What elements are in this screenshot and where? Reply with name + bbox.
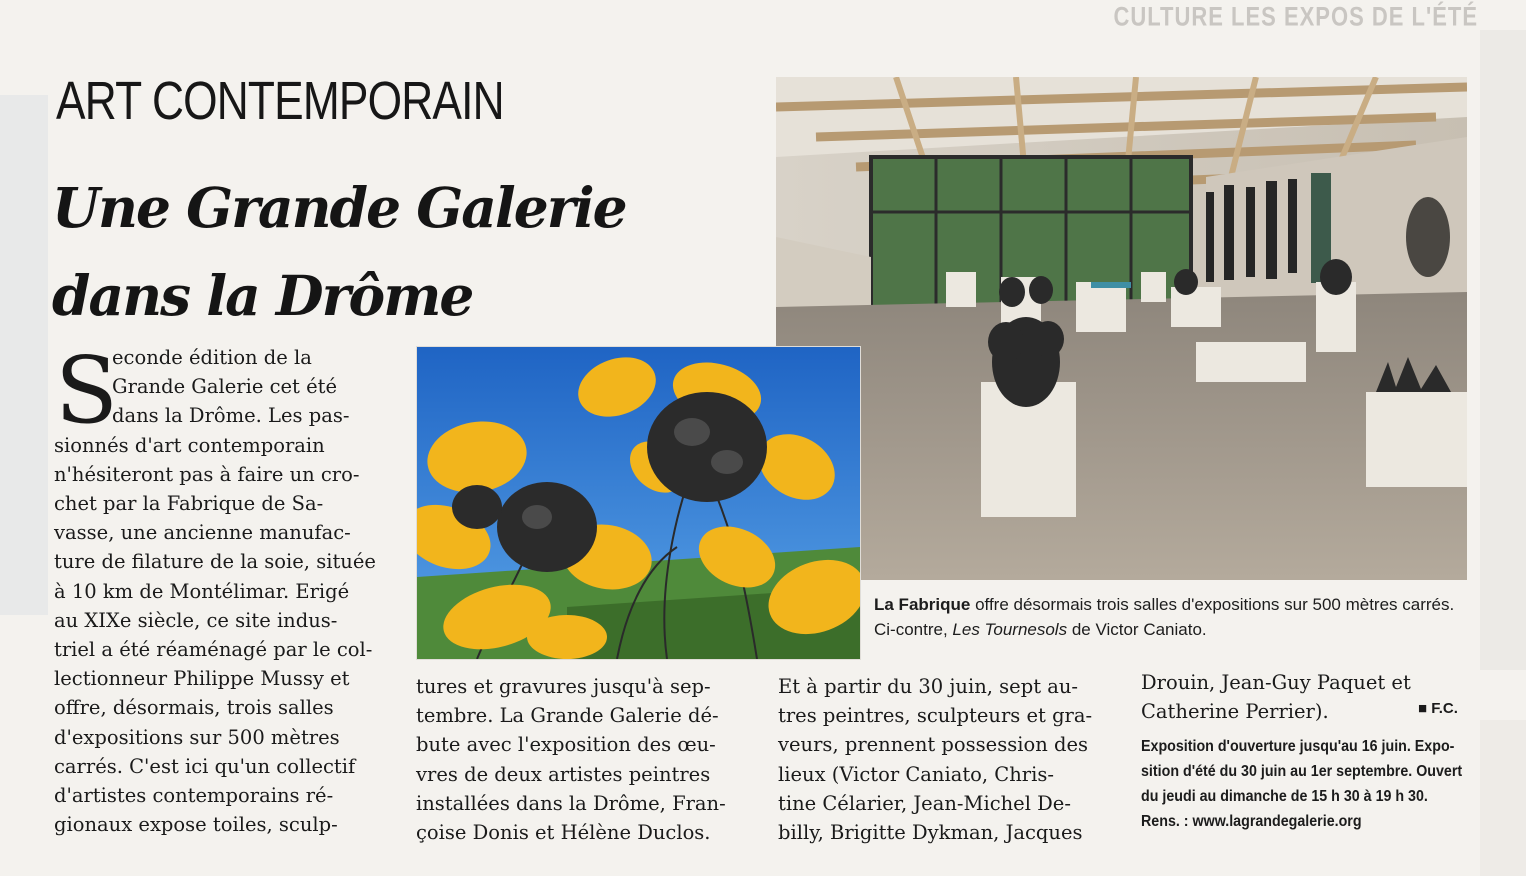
text-line: offre, désormais, trois salles xyxy=(54,696,334,720)
gallery-photo xyxy=(776,77,1467,580)
kicker: ART CONTEMPORAIN xyxy=(56,71,504,131)
bleed-through-left xyxy=(0,95,48,615)
text-line: vasse, une ancienne manufac- xyxy=(54,521,351,545)
text-line: vres de deux artistes peintres xyxy=(416,762,711,786)
text-line: d'expositions sur 500 mètres xyxy=(54,725,340,749)
article-column-4 xyxy=(1141,668,1411,726)
text-line: gionaux expose toiles, sculp- xyxy=(54,813,338,837)
headline xyxy=(52,164,626,340)
text-line: tres peintres, sculpteurs et gra- xyxy=(778,704,1093,728)
caption-text-1: offre désormais trois salles d'expositions sur 500 mètres carrés. Ci-contre, xyxy=(874,595,1455,639)
text-line: carrés. C'est ici qu'un collectif xyxy=(54,754,356,778)
headline-line-1: Une Grande Galerie xyxy=(52,175,626,240)
text-line: tine Célarier, Jean-Michel De- xyxy=(778,791,1071,815)
bleed-through-right-lower xyxy=(1480,720,1526,876)
text-line: à 10 km de Montélimar. Erigé xyxy=(54,579,350,603)
text-line: d'artistes contemporains ré- xyxy=(54,784,334,808)
text-line: Catherine Perrier). xyxy=(1141,700,1329,724)
text-line: dans la Drôme. Les pas- xyxy=(112,404,350,428)
sunflowers-photo xyxy=(416,346,861,660)
text-line: lectionneur Philippe Mussy et xyxy=(54,667,350,691)
text-line: çoise Donis et Hélène Duclos. xyxy=(416,821,711,845)
headline-line-2: dans la Drôme xyxy=(52,263,473,328)
text-line: sionnés d'art contemporain xyxy=(54,433,325,457)
practical-info xyxy=(1141,734,1462,834)
text-line: Grande Galerie cet été xyxy=(112,375,337,399)
text-line: bute avec l'exposition des œu- xyxy=(416,733,716,757)
text-line: billy, Brigitte Dykman, Jacques xyxy=(778,821,1083,845)
info-line: sition d'été du 30 juin au 1er septembre. Ouvert xyxy=(1141,763,1463,780)
author-signature: ■ F.C. xyxy=(1418,700,1458,717)
text-line: au XIXe siècle, ce site indus- xyxy=(54,608,338,632)
text-line: Et à partir du 30 juin, sept au- xyxy=(778,675,1079,698)
text-line: n'hésiteront pas à faire un cro- xyxy=(54,462,360,486)
caption-subject: La Fabrique xyxy=(874,595,971,614)
caption-artwork-title: Les Tournesols xyxy=(952,620,1068,639)
info-line: Rens. : www.lagrandegalerie.org xyxy=(1141,813,1362,830)
photo-caption xyxy=(874,592,1474,642)
text-line: veurs, prennent possession des xyxy=(778,733,1088,757)
info-line: du jeudi au dimanche de 15 h 30 à 19 h 30. xyxy=(1141,788,1428,805)
text-line: tures et gravures jusqu'à sep- xyxy=(416,675,711,698)
text-line: triel a été réaménagé par le col- xyxy=(54,638,373,662)
text-line: econde édition de la xyxy=(112,346,312,369)
bleed-through-right xyxy=(1480,30,1526,670)
text-line: lieux (Victor Caniato, Chris- xyxy=(778,762,1054,786)
article-column-2 xyxy=(416,672,726,847)
text-line: ture de filature de la soie, située xyxy=(54,550,376,574)
sunflowers-photo-drawing xyxy=(417,347,860,659)
drop-cap: S xyxy=(55,337,119,444)
text-line: installées dans la Drôme, Fran- xyxy=(416,791,726,815)
text-line: chet par la Fabrique de Sa- xyxy=(54,492,324,516)
section-label: CULTURE LES EXPOS DE L'ÉTÉ xyxy=(1113,1,1478,32)
article-column-3 xyxy=(778,672,1092,847)
article-column-1 xyxy=(54,337,376,839)
caption-text-2: de Victor Caniato. xyxy=(1067,620,1207,639)
text-line: tembre. La Grande Galerie dé- xyxy=(416,704,719,728)
text-line: Drouin, Jean-Guy Paquet et xyxy=(1141,671,1411,694)
info-line: Exposition d'ouverture jusqu'au 16 juin. Expo- xyxy=(1141,738,1455,755)
gallery-photo-drawing xyxy=(776,77,1467,580)
